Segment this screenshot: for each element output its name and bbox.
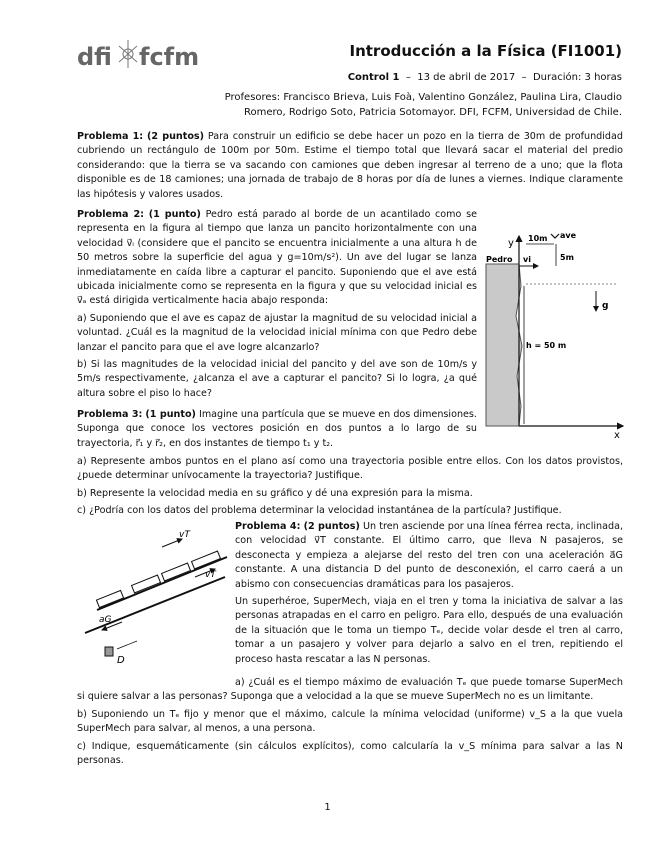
problem-3-points: (1 punto) bbox=[145, 409, 196, 420]
problem-2-points: (1 punto) bbox=[148, 209, 201, 220]
problem-2-intro-text: Pedro está parado al borde de un acantilado como se representa en la figura al tiempo que lanza un pancito horizontalmente con una velocidad v⃗ᵢ (considere que el pancito se encuentra inicialmente a una altura h de 50 metros sobre la superficie del agua y g=10m/s²). Un ave del lugar se lanza inmediatamente en caída libre a capturar el pancito. Suponiendo que el ave está ubicada inicialmente como se representa en la figura y que su velocidad inicial es v⃗ₐ está dirigida verticalmente hacia abajo responda: bbox=[77, 209, 477, 307]
y-axis-label: y bbox=[508, 238, 514, 249]
problem-4-parts bbox=[77, 676, 623, 768]
vt-label-top: vT bbox=[179, 530, 190, 540]
problem-2-label: Problema 2: bbox=[77, 209, 144, 220]
problem-4-part-c: c) Indique, esquemáticamente (sin cálculos explícitos), como calcularía la v_S mínima para salvar a las N personas. bbox=[77, 740, 623, 767]
pedro-label: Pedro bbox=[486, 255, 513, 264]
exam-duration: Duración: 3 horas bbox=[532, 72, 622, 83]
problem-4-part-a: a) ¿Cuál es el tiempo máximo de evaluación Tₑ que puede tomarse SuperMech si quiere salvar a las personas? Suponga que a velocidad a la que se mueve SuperMech no es un limitante. bbox=[77, 677, 623, 703]
problem-4-intro bbox=[235, 520, 623, 667]
gravity-label: g bbox=[602, 301, 609, 311]
problem-1-text: Para construir un edificio se debe hacer un pozo en la tierra de 30m de profundidad cubriendo un rectángulo de 100m por 50m. Estime el tiempo total que llevará sacar el material del predio considerando: que la tierra se va sacando con camiones que deben ingresar al terreno de a uno; que la flota disponible es de 18 camiones; una jornada de trabajo de 8 horas por día de lunes a viernes. Indique claramente las hipótesis y valores usados. bbox=[77, 131, 623, 200]
problem-4-intro-text: Un tren asciende por una línea férrea recta, inclinada, con velocidad v⃗T constante. El último carro, que lleva N pasajeros, se desconecta y empieza a alejarse del resto del tren con una aceleración a⃗G constante. A una distancia D del punto de desconexión, el carro caerá a un abismo con consecuencias dramáticas para los pasajeros. bbox=[235, 521, 624, 590]
professors-line-2: Romero, Rodrigo Soto, Patricia Sotomayor. DFI, FCFM, Universidad de Chile. bbox=[243, 107, 622, 118]
problem-1 bbox=[77, 130, 623, 202]
problem-2 bbox=[77, 208, 477, 401]
vt-arrow-top bbox=[162, 539, 182, 547]
problem-2-part-b: b) Si las magnitudes de la velocidad inicial del pancito y del ave son de 10m/s y 5m/s respectivamente, ¿alcanza el ave a capturar el pancito? Si lo logra, ¿a qué altura sobre el piso lo hace? bbox=[77, 359, 477, 399]
logo-fcfm-text: fcfm bbox=[139, 43, 200, 71]
x-axis-label: x bbox=[614, 430, 620, 441]
vt-label-mid: vT bbox=[205, 570, 216, 580]
problem-3-parts bbox=[77, 455, 623, 519]
train-figure bbox=[77, 525, 227, 670]
vi-label: vi bbox=[523, 255, 531, 264]
cliff-shape bbox=[486, 264, 522, 426]
page-number: 1 bbox=[324, 802, 331, 813]
problem-4-points: (2 puntos) bbox=[303, 521, 360, 532]
document-title: Introducción a la Física (FI1001) bbox=[349, 42, 622, 60]
bird-icon bbox=[551, 234, 559, 238]
height-label: h = 50 m bbox=[526, 341, 567, 350]
problem-4-intro-2: Un superhéroe, SuperMech, viaja en el tren y toma la iniciativa de salvar a las personas atrapadas en el carro en peligro. Para ello, después de una evaluación de la situación que le toma un tiempo Tₑ, decide volar desde el tren al carro, tomar a un pasajero y volver para dejarlo a salvo en el tren, repitiendo el proceso hasta rescatar a las N personas. bbox=[235, 596, 623, 665]
professors-line-1: Profesores: Francisco Brieva, Luis Foà, Valentino González, Paulina Lira, Claudio bbox=[224, 92, 622, 103]
problem-4-label: Problema 4: bbox=[235, 521, 301, 532]
problem-3-part-a: a) Represente ambos puntos en el plano así como una trayectoria posible entre ellos. Con los datos provistos, ¿puede determinar unívocamente la trayectoria? Justifique. bbox=[77, 456, 623, 482]
logo-dfi-text: dfi bbox=[77, 43, 112, 71]
control-label: Control 1 bbox=[347, 72, 400, 83]
distance-5m-label: 5m bbox=[560, 253, 574, 262]
university-seal-icon bbox=[119, 40, 137, 68]
problem-3-part-c: c) ¿Podría con los datos del problema determinar la velocidad instantánea de la partícula? Justifique. bbox=[77, 505, 562, 517]
problem-3-label: Problema 3: bbox=[77, 409, 143, 420]
professors bbox=[202, 90, 622, 120]
problem-2-part-a: a) Suponiendo que el ave es capaz de ajustar la magnitud de su velocidad inicial a voluntad. ¿Cuál es la magnitud de la velocidad inicial mínima con que Pedro debe lanzar el pancito para que el ave logre alcanzarlo? bbox=[77, 312, 477, 353]
ave-label: ave bbox=[560, 231, 577, 240]
problem-3-intro-text: Imagine una partícula que se mueve en dos dimensiones. Suponga que conoce los vectores posición en dos puntos a lo largo de su trayectoria, r⃗₁ y r⃗₂, en dos instantes de tiempo t₁ y t₂. bbox=[77, 409, 477, 449]
problem-1-label: Problema 1: bbox=[77, 131, 144, 142]
dfi-fcfm-logo bbox=[77, 38, 200, 72]
problem-3-intro bbox=[77, 408, 477, 451]
problem-3-part-b: b) Represente la velocidad media en su gráfico y dé una expresión para la misma. bbox=[77, 487, 473, 499]
ag-label: aG bbox=[99, 615, 112, 625]
control-info: Control 1 – 13 de abril de 2017 – Duración: 3 horas bbox=[347, 72, 622, 83]
cliff-figure bbox=[486, 226, 626, 441]
distance-d-label: D bbox=[117, 655, 125, 666]
train-cars bbox=[96, 551, 220, 608]
distance-d-line bbox=[117, 641, 137, 649]
problem-1-points: (2 puntos) bbox=[147, 131, 204, 142]
problem-2-intro bbox=[77, 208, 477, 309]
exam-date: 13 de abril de 2017 bbox=[417, 72, 516, 83]
problem-4-part-b: b) Suponiendo un Tₑ fijo y menor que el máximo, calcule la mínima velocidad (uniforme) v_S a la que vuela SuperMech para salvar, al menos, a una persona. bbox=[77, 708, 623, 735]
cliff-block bbox=[105, 647, 113, 656]
distance-10m-label: 10m bbox=[528, 234, 548, 243]
